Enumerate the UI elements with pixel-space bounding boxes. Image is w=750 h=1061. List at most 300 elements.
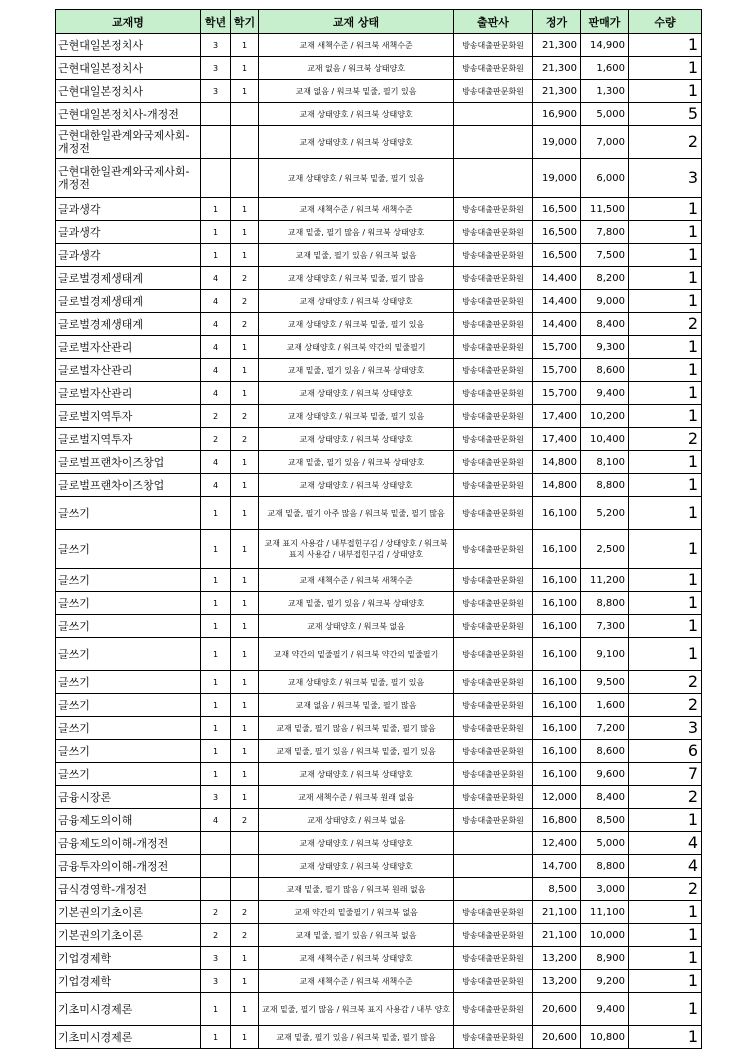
list-price-cell: 14,400 [533,290,581,313]
publisher-cell: 방송대출판문화원 [454,717,533,740]
grade-cell: 1 [201,717,231,740]
sale-price-cell: 5,000 [581,103,629,126]
term-cell: 1 [231,717,259,740]
list-price-cell: 17,400 [533,428,581,451]
quantity-cell: 3 [629,159,702,198]
quantity-cell: 1 [629,615,702,638]
list-price-cell: 20,600 [533,993,581,1026]
table-row [56,694,702,717]
sale-price-cell: 14,900 [581,34,629,57]
publisher-cell: 방송대출판문화원 [454,763,533,786]
grade-cell: 1 [201,615,231,638]
sale-price-cell: 8,800 [581,592,629,615]
term-cell: 1 [231,336,259,359]
book-title-cell: 금융시장론 [56,786,201,809]
grade-cell: 3 [201,970,231,993]
sale-price-cell: 9,500 [581,671,629,694]
condition-cell: 교재 밑줄, 필기 아주 많음 / 워크북 밑줄, 필기 많음 [259,497,454,530]
quantity-cell: 2 [629,313,702,336]
book-title-cell: 글쓰기 [56,615,201,638]
publisher-cell: 방송대출판문화원 [454,671,533,694]
quantity-cell: 1 [629,336,702,359]
quantity-cell: 7 [629,763,702,786]
sale-price-cell: 8,200 [581,267,629,290]
publisher-cell: 방송대출판문화원 [454,694,533,717]
condition-cell: 교재 밑줄, 필기 많음 / 워크북 상태양호 [259,221,454,244]
header-grade: 학년 [201,10,231,34]
grade-cell: 1 [201,638,231,671]
list-price-cell: 15,700 [533,359,581,382]
table-row [56,615,702,638]
list-price-cell: 16,100 [533,530,581,569]
list-price-cell: 16,100 [533,694,581,717]
publisher-cell: 방송대출판문화원 [454,615,533,638]
condition-cell: 교재 밑줄, 필기 있음 / 워크북 밑줄, 필기 많음 [259,1026,454,1049]
table-row [56,34,702,57]
condition-cell: 교재 없음 / 워크북 밑줄, 필기 있음 [259,80,454,103]
list-price-cell: 14,400 [533,267,581,290]
quantity-cell: 1 [629,947,702,970]
book-title-cell: 근현대일본정치사 [56,80,201,103]
table-row [56,80,702,103]
term-cell: 2 [231,267,259,290]
term-cell: 2 [231,313,259,336]
sale-price-cell: 10,200 [581,405,629,428]
table-row [56,671,702,694]
term-cell [231,159,259,198]
term-cell [231,855,259,878]
term-cell: 1 [231,1026,259,1049]
quantity-cell: 2 [629,786,702,809]
table-row [56,359,702,382]
condition-cell: 교재 상태양호 / 워크북 상태양호 [259,428,454,451]
header-title: 교재명 [56,10,201,34]
list-price-cell: 16,800 [533,809,581,832]
sale-price-cell: 8,500 [581,809,629,832]
book-title-cell: 글과생각 [56,244,201,267]
quantity-cell: 1 [629,80,702,103]
table-row [56,717,702,740]
list-price-cell: 14,400 [533,313,581,336]
grade-cell: 2 [201,924,231,947]
book-title-cell: 글쓰기 [56,694,201,717]
term-cell: 2 [231,809,259,832]
publisher-cell: 방송대출판문화원 [454,1026,533,1049]
table-row [56,497,702,530]
sale-price-cell: 11,500 [581,198,629,221]
table-row [56,57,702,80]
book-title-cell: 기본권의기초이론 [56,924,201,947]
term-cell: 2 [231,290,259,313]
book-title-cell: 금융제도의이해 [56,809,201,832]
table-row [56,126,702,159]
book-title-cell: 기업경제학 [56,947,201,970]
condition-cell: 교재 상태양호 / 워크북 없음 [259,809,454,832]
grade-cell: 4 [201,809,231,832]
condition-cell: 교재 밑줄, 필기 많음 / 워크북 밑줄, 필기 많음 [259,717,454,740]
grade-cell: 3 [201,786,231,809]
book-title-cell: 글쓰기 [56,569,201,592]
condition-cell: 교재 새책수준 / 워크북 새책수준 [259,569,454,592]
book-title-cell: 근현대한일관계와국제사회-개정전 [56,159,201,198]
sale-price-cell: 7,200 [581,717,629,740]
publisher-cell: 방송대출판문화원 [454,57,533,80]
list-price-cell: 17,400 [533,405,581,428]
quantity-cell: 1 [629,359,702,382]
book-title-cell: 급식경영학-개정전 [56,878,201,901]
book-title-cell: 기초미시경제론 [56,1026,201,1049]
book-title-cell: 기본권의기초이론 [56,901,201,924]
header-publisher: 출판사 [454,10,533,34]
table-row [56,405,702,428]
quantity-cell: 1 [629,267,702,290]
book-title-cell: 글쓰기 [56,740,201,763]
quantity-cell: 1 [629,221,702,244]
list-price-cell: 19,000 [533,126,581,159]
header-list-price: 정가 [533,10,581,34]
sale-price-cell: 9,200 [581,970,629,993]
publisher-cell [454,832,533,855]
list-price-cell: 21,300 [533,34,581,57]
sale-price-cell: 8,800 [581,855,629,878]
book-title-cell: 기업경제학 [56,970,201,993]
term-cell: 2 [231,924,259,947]
table-row [56,1026,702,1049]
publisher-cell: 방송대출판문화원 [454,569,533,592]
condition-cell: 교재 새책수준 / 워크북 새책수준 [259,970,454,993]
condition-cell: 교재 상태양호 / 워크북 상태양호 [259,382,454,405]
sale-price-cell: 10,800 [581,1026,629,1049]
list-price-cell: 16,100 [533,740,581,763]
table-row [56,924,702,947]
list-price-cell: 16,900 [533,103,581,126]
quantity-cell: 1 [629,382,702,405]
condition-cell: 교재 약간의 밑줄필기 / 워크북 없음 [259,901,454,924]
term-cell: 1 [231,638,259,671]
book-title-cell: 글쓰기 [56,497,201,530]
sale-price-cell: 7,500 [581,244,629,267]
book-title-cell: 글쓰기 [56,763,201,786]
table-row [56,474,702,497]
condition-cell: 교재 없음 / 워크북 밑줄, 필기 많음 [259,694,454,717]
term-cell: 1 [231,694,259,717]
quantity-cell: 2 [629,428,702,451]
publisher-cell: 방송대출판문화원 [454,592,533,615]
condition-cell: 교재 상태양호 / 워크북 밑줄, 필기 있음 [259,159,454,198]
table-row [56,103,702,126]
table-row [56,336,702,359]
publisher-cell [454,159,533,198]
table-row [56,970,702,993]
grade-cell: 1 [201,763,231,786]
book-title-cell: 글로벌자산관리 [56,336,201,359]
table-row [56,740,702,763]
table-row [56,763,702,786]
list-price-cell: 16,500 [533,244,581,267]
condition-cell: 교재 새책수준 / 워크북 새책수준 [259,198,454,221]
quantity-cell: 1 [629,970,702,993]
list-price-cell: 15,700 [533,336,581,359]
sale-price-cell: 1,300 [581,80,629,103]
quantity-cell: 3 [629,717,702,740]
book-title-cell: 기초미시경제론 [56,993,201,1026]
term-cell: 1 [231,382,259,405]
condition-cell: 교재 밑줄, 필기 있음 / 워크북 밑줄, 필기 있음 [259,740,454,763]
grade-cell: 2 [201,428,231,451]
sale-price-cell: 8,800 [581,474,629,497]
book-title-cell: 글과생각 [56,221,201,244]
list-price-cell: 8,500 [533,878,581,901]
list-price-cell: 21,100 [533,924,581,947]
book-title-cell: 글로벌경제생태계 [56,267,201,290]
publisher-cell: 방송대출판문화원 [454,451,533,474]
grade-cell: 1 [201,740,231,763]
table-row [56,313,702,336]
publisher-cell: 방송대출판문화원 [454,740,533,763]
term-cell: 1 [231,80,259,103]
sale-price-cell: 6,000 [581,159,629,198]
table-row [56,290,702,313]
publisher-cell: 방송대출판문화원 [454,34,533,57]
quantity-cell: 1 [629,290,702,313]
sale-price-cell: 8,400 [581,786,629,809]
quantity-cell: 1 [629,497,702,530]
list-price-cell: 16,100 [533,497,581,530]
grade-cell [201,126,231,159]
grade-cell: 2 [201,405,231,428]
quantity-cell: 6 [629,740,702,763]
list-price-cell: 19,000 [533,159,581,198]
book-title-cell: 근현대일본정치사 [56,57,201,80]
quantity-cell: 1 [629,901,702,924]
table-row [56,569,702,592]
quantity-cell: 1 [629,405,702,428]
list-price-cell: 21,300 [533,80,581,103]
term-cell [231,878,259,901]
quantity-cell: 2 [629,671,702,694]
publisher-cell [454,126,533,159]
grade-cell: 1 [201,569,231,592]
sale-price-cell: 3,000 [581,878,629,901]
term-cell: 1 [231,221,259,244]
book-title-cell: 글쓰기 [56,530,201,569]
condition-cell: 교재 밑줄, 필기 많음 / 워크북 원래 없음 [259,878,454,901]
grade-cell: 4 [201,474,231,497]
list-price-cell: 16,100 [533,671,581,694]
list-price-cell: 16,100 [533,615,581,638]
quantity-cell: 2 [629,126,702,159]
grade-cell [201,159,231,198]
term-cell: 1 [231,244,259,267]
book-title-cell: 글로벌지역투자 [56,405,201,428]
sale-price-cell: 10,000 [581,924,629,947]
condition-cell: 교재 상태양호 / 워크북 상태양호 [259,474,454,497]
book-title-cell: 글로벌경제생태계 [56,290,201,313]
quantity-cell: 1 [629,569,702,592]
table-row [56,832,702,855]
header-condition: 교재 상태 [259,10,454,34]
quantity-cell: 1 [629,198,702,221]
book-title-cell: 근현대일본정치사-개정전 [56,103,201,126]
term-cell: 1 [231,497,259,530]
sale-price-cell: 10,400 [581,428,629,451]
publisher-cell: 방송대출판문화원 [454,947,533,970]
header-sale-price: 판매가 [581,10,629,34]
condition-cell: 교재 밑줄, 필기 많음 / 워크북 표지 사용감 / 내부 양호 [259,993,454,1026]
condition-cell: 교재 상태양호 / 워크북 없음 [259,615,454,638]
list-price-cell: 12,400 [533,832,581,855]
sale-price-cell: 8,600 [581,740,629,763]
sale-price-cell: 9,600 [581,763,629,786]
publisher-cell: 방송대출판문화원 [454,313,533,336]
term-cell: 1 [231,970,259,993]
publisher-cell: 방송대출판문화원 [454,638,533,671]
publisher-cell: 방송대출판문화원 [454,924,533,947]
table-row [56,382,702,405]
publisher-cell: 방송대출판문화원 [454,221,533,244]
grade-cell: 1 [201,497,231,530]
publisher-cell: 방송대출판문화원 [454,405,533,428]
quantity-cell: 5 [629,103,702,126]
book-title-cell: 근현대한일관계와국제사회-개정전 [56,126,201,159]
list-price-cell: 13,200 [533,970,581,993]
publisher-cell: 방송대출판문화원 [454,474,533,497]
list-price-cell: 13,200 [533,947,581,970]
grade-cell [201,855,231,878]
table-row [56,993,702,1026]
publisher-cell: 방송대출판문화원 [454,993,533,1026]
publisher-cell: 방송대출판문화원 [454,970,533,993]
quantity-cell: 1 [629,592,702,615]
publisher-cell: 방송대출판문화원 [454,359,533,382]
grade-cell: 3 [201,947,231,970]
sale-price-cell: 8,100 [581,451,629,474]
sale-price-cell: 8,600 [581,359,629,382]
header-quantity: 수량 [629,10,702,34]
condition-cell: 교재 밑줄, 필기 있음 / 워크북 상태양호 [259,592,454,615]
table-row [56,638,702,671]
table-row [56,244,702,267]
table-row [56,901,702,924]
term-cell: 1 [231,993,259,1026]
condition-cell: 교재 상태양호 / 워크북 밑줄, 필기 있음 [259,671,454,694]
sale-price-cell: 9,400 [581,993,629,1026]
sale-price-cell: 7,000 [581,126,629,159]
condition-cell: 교재 상태양호 / 워크북 밑줄, 필기 있음 [259,405,454,428]
book-title-cell: 글쓰기 [56,717,201,740]
condition-cell: 교재 새책수준 / 워크북 새책수준 [259,34,454,57]
publisher-cell: 방송대출판문화원 [454,428,533,451]
publisher-cell: 방송대출판문화원 [454,267,533,290]
list-price-cell: 21,100 [533,901,581,924]
term-cell: 1 [231,786,259,809]
publisher-cell: 방송대출판문화원 [454,382,533,405]
grade-cell: 4 [201,290,231,313]
grade-cell: 4 [201,382,231,405]
term-cell: 1 [231,57,259,80]
table-row [56,267,702,290]
table-row [56,221,702,244]
term-cell: 1 [231,592,259,615]
quantity-cell: 2 [629,694,702,717]
quantity-cell: 1 [629,924,702,947]
publisher-cell: 방송대출판문화원 [454,901,533,924]
sale-price-cell: 9,400 [581,382,629,405]
term-cell: 1 [231,671,259,694]
condition-cell: 교재 밑줄, 필기 있음 / 워크북 없음 [259,924,454,947]
publisher-cell: 방송대출판문화원 [454,244,533,267]
sale-price-cell: 2,500 [581,530,629,569]
table-row [56,530,702,569]
sale-price-cell: 7,300 [581,615,629,638]
grade-cell: 1 [201,671,231,694]
quantity-cell: 1 [629,57,702,80]
quantity-cell: 1 [629,474,702,497]
publisher-cell: 방송대출판문화원 [454,530,533,569]
publisher-cell: 방송대출판문화원 [454,786,533,809]
condition-cell: 교재 상태양호 / 워크북 밑줄, 필기 많음 [259,267,454,290]
quantity-cell: 1 [629,993,702,1026]
list-price-cell: 16,100 [533,592,581,615]
grade-cell [201,878,231,901]
book-title-cell: 글쓰기 [56,638,201,671]
quantity-cell: 1 [629,809,702,832]
publisher-cell: 방송대출판문화원 [454,290,533,313]
term-cell: 1 [231,451,259,474]
book-title-cell: 글과생각 [56,198,201,221]
header-term: 학기 [231,10,259,34]
term-cell [231,832,259,855]
list-price-cell: 14,800 [533,474,581,497]
grade-cell [201,832,231,855]
table-row [56,451,702,474]
quantity-cell: 1 [629,530,702,569]
sale-price-cell: 11,200 [581,569,629,592]
list-price-cell: 14,700 [533,855,581,878]
grade-cell: 2 [201,901,231,924]
sale-price-cell: 9,100 [581,638,629,671]
condition-cell: 교재 상태양호 / 워크북 상태양호 [259,832,454,855]
grade-cell: 4 [201,267,231,290]
textbook-inventory-table [55,9,702,1049]
condition-cell: 교재 새책수준 / 워크북 원래 없음 [259,786,454,809]
sale-price-cell: 5,000 [581,832,629,855]
term-cell: 2 [231,405,259,428]
table-row [56,428,702,451]
sale-price-cell: 1,600 [581,57,629,80]
table-row [56,159,702,198]
condition-cell: 교재 상태양호 / 워크북 상태양호 [259,103,454,126]
term-cell: 1 [231,615,259,638]
sale-price-cell: 8,400 [581,313,629,336]
grade-cell: 1 [201,244,231,267]
term-cell [231,103,259,126]
grade-cell: 1 [201,694,231,717]
quantity-cell: 1 [629,1026,702,1049]
table-row [56,592,702,615]
publisher-cell: 방송대출판문화원 [454,80,533,103]
table-row [56,809,702,832]
grade-cell: 1 [201,592,231,615]
condition-cell: 교재 상태양호 / 워크북 상태양호 [259,126,454,159]
sale-price-cell: 5,200 [581,497,629,530]
condition-cell: 교재 밑줄, 필기 있음 / 워크북 상태양호 [259,451,454,474]
list-price-cell: 16,100 [533,569,581,592]
term-cell: 1 [231,474,259,497]
term-cell: 2 [231,428,259,451]
term-cell: 1 [231,947,259,970]
condition-cell: 교재 밑줄, 필기 있음 / 워크북 상태양호 [259,359,454,382]
